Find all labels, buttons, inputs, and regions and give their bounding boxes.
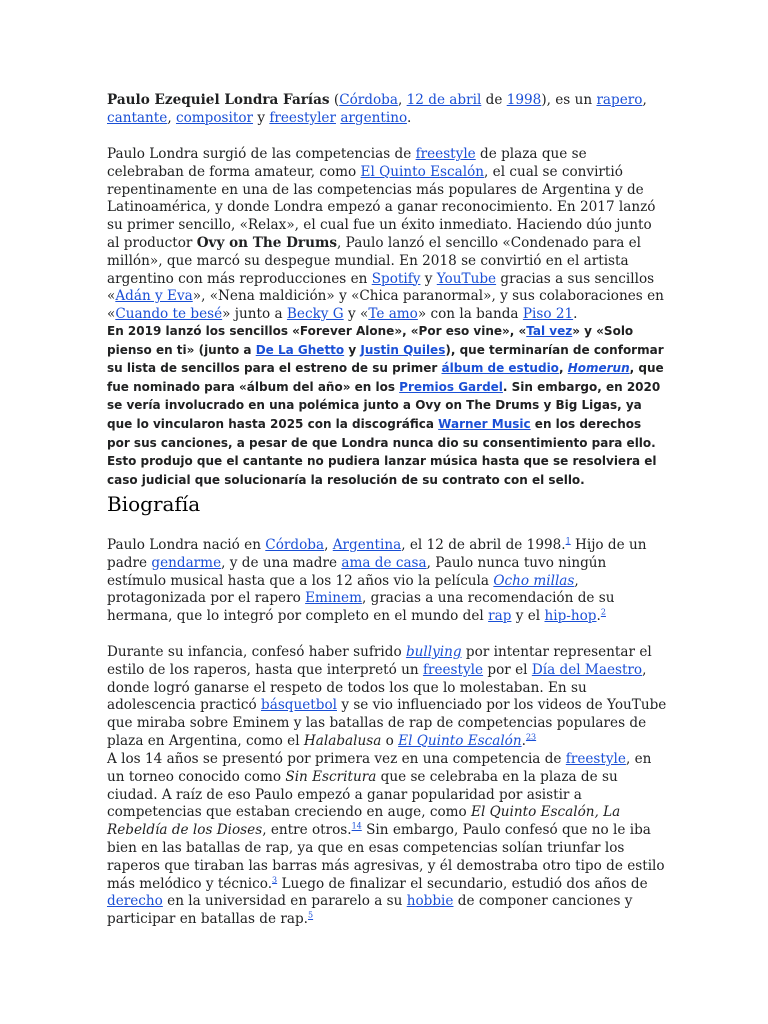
body-text: Paulo Londra nació en: [107, 537, 266, 553]
body-text: ,: [397, 92, 407, 108]
body-text: » con la banda: [417, 306, 523, 323]
footnote-reference-link[interactable]: 2: [600, 607, 606, 617]
article-link[interactable]: YouTube: [436, 270, 497, 287]
body-text: , donde logró ganarse el respeto de todos los que lo molestaban. En su adolescencia practicó: [107, 661, 647, 714]
body-text: .: [596, 608, 601, 625]
body-text: , Paulo lanzó el sencillo «Condenado para el millón», que marcó su despegue mundial. En 2018 se convirtió en el artista argentino con más reproducciones en: [107, 234, 642, 287]
article-link[interactable]: Argentina: [332, 537, 402, 553]
body-text: de plaza que se celebraban de forma amateur, como: [107, 146, 587, 180]
biography-paragraph-1: [107, 537, 667, 626]
body-text: .: [521, 732, 526, 749]
article-link[interactable]: cantante: [107, 109, 168, 126]
body-text: ,: [324, 537, 333, 553]
body-text: , Paulo nunca tuvo ningún estímulo musical hasta que a los 12 años vio la película: [107, 554, 607, 589]
article-link[interactable]: 1998: [506, 92, 542, 108]
bold-text: Ovy on The Drums: [196, 234, 338, 251]
body-text: o: [381, 732, 399, 749]
biography-paragraph-3: [107, 751, 667, 929]
article-link[interactable]: Spotify: [371, 270, 421, 287]
article-link[interactable]: álbum de estudio: [441, 361, 559, 376]
article-link[interactable]: Homerun: [567, 361, 630, 376]
body-text: ,: [167, 109, 176, 126]
body-text: de: [481, 92, 507, 108]
footnote-reference-link[interactable]: 1: [565, 536, 571, 546]
article-link[interactable]: Tal vez: [526, 324, 573, 338]
body-text: en la universidad en pararelo a su: [162, 893, 407, 910]
article-link[interactable]: compositor: [175, 109, 254, 126]
body-text: , el 12 de abril de 1998.: [401, 537, 566, 553]
body-text: Sin Escritura: [285, 768, 377, 785]
body-text: » y «Solo pienso en ti» (junto a: [107, 324, 634, 357]
body-text: y: [344, 342, 361, 357]
article-link[interactable]: Cuando te besé: [115, 306, 223, 323]
body-text: , gracias a una recomendación de su hermana, que lo integró por completo en el mundo del: [107, 590, 615, 625]
body-text: .: [573, 306, 578, 323]
article-link[interactable]: Warner Music: [438, 416, 531, 431]
body-text: , entre otros.: [262, 822, 352, 839]
article-link[interactable]: ama de casa: [341, 554, 427, 571]
body-text: ), es un: [541, 92, 597, 108]
article-link[interactable]: El Quinto Escalón: [398, 732, 522, 749]
body-text: de componer canciones y participar en batallas de rap.: [107, 893, 633, 928]
article-link[interactable]: hobbie: [406, 893, 454, 910]
article-link[interactable]: rap: [488, 608, 512, 625]
article-link[interactable]: 12 de abril: [406, 92, 482, 108]
article-link[interactable]: De La Ghetto: [255, 342, 345, 357]
summary-paragraph: [107, 146, 667, 324]
body-text: En 2019 lanzó los sencillos «Forever Alone», «Por eso vine», «: [107, 324, 527, 338]
body-text: ,: [558, 361, 568, 376]
article-link[interactable]: freestyle: [422, 661, 484, 678]
article-link[interactable]: Córdoba: [339, 92, 398, 108]
body-text: por el: [483, 661, 532, 678]
body-text: » junto a: [222, 306, 287, 323]
body-text: Hijo de un padre: [107, 537, 647, 571]
article-link[interactable]: rapero: [596, 92, 643, 108]
intro-paragraph: [107, 92, 667, 128]
body-text: y: [253, 109, 270, 126]
body-text: , protagonizada por el rapero: [107, 572, 579, 607]
article-link[interactable]: Día del Maestro: [531, 661, 643, 678]
body-text: ), que terminarían de conformar su lista de sencillos para el estreno de su primer: [107, 342, 664, 376]
body-text: , en un torneo conocido como: [107, 751, 652, 785]
body-text: A los 14 años se presentó por primera vez en una competencia de: [107, 751, 566, 767]
bold-text: Paulo Ezequiel Londra Farías: [107, 92, 330, 108]
body-text: por intentar representar el estilo de los raperos, hasta que interpretó un: [107, 644, 652, 678]
biography-paragraph-2: [107, 644, 667, 751]
body-text: ,: [642, 92, 647, 108]
body-text: .: [406, 109, 412, 126]
article-link[interactable]: Becky G: [286, 306, 344, 323]
body-text: gracias a sus sencillos «: [107, 270, 655, 305]
body-text: y el: [511, 608, 545, 625]
body-text: Luego de finalizar el secundario, estudió dos años de: [277, 875, 648, 892]
footnote-reference-link[interactable]: 3: [272, 875, 278, 885]
article-link[interactable]: El Quinto Escalón: [360, 163, 485, 180]
article-link[interactable]: Ocho millas: [493, 572, 575, 589]
article-link[interactable]: Piso 21: [522, 306, 574, 323]
footnote-reference-link[interactable]: 5: [308, 910, 314, 920]
footnote-reference-link[interactable]: 23: [525, 732, 537, 742]
article-link[interactable]: argentino: [340, 109, 407, 126]
body-text: y «: [343, 306, 369, 323]
body-text: y: [420, 270, 437, 287]
article-link[interactable]: bullying: [405, 644, 462, 660]
article-link[interactable]: freestyle: [565, 751, 626, 767]
body-text: en los derechos por sus canciones, a pesar de que Londra nunca dio su consentimiento para ello. Esto produjo que el cantante no pudiera lanzar música hasta que se resolviera el caso judicial que solucionaría la resolución de su contrato con el sello.: [107, 416, 657, 487]
body-text: (: [329, 92, 340, 108]
article-link[interactable]: Justin Quiles: [360, 342, 446, 357]
body-text: Sin embargo, Paulo confesó que no le iba bien en las batallas de rap, ya que en esas competencias solían triunfar los raperos que tiraban las barras más agresivas, y él demostraba otro tipo de estilo más melódico y técnico.: [107, 822, 665, 892]
section-heading-biografia: Biografía: [107, 492, 201, 516]
body-text: Halabalusa: [303, 732, 382, 749]
article-link[interactable]: freestyle: [415, 146, 476, 162]
article-link[interactable]: Eminem: [305, 590, 362, 607]
article-link[interactable]: derecho: [107, 893, 163, 910]
body-text: , y de una madre: [221, 554, 342, 571]
article-link[interactable]: básquetbol: [261, 697, 337, 714]
article-link[interactable]: Adán y Eva: [115, 288, 193, 305]
body-text: El Quinto Escalón, La Rebeldía de los Dioses: [107, 804, 621, 839]
body-text: , el cual se convirtió repentinamente en una de las competencias más populares de Argentina y de Latinoamérica, y donde Londra empezó a ganar reconocimiento. En 2017 lanzó su primer sencillo, «Relax», el cual fue un éxito inmediato. Haciendo dúo junto al productor: [107, 163, 656, 251]
body-text: Durante su infancia, confesó haber sufrido: [107, 644, 406, 660]
body-text: y se vio influenciado por los videos de YouTube que miraba sobre Eminem y las batallas de rap de competencias populares de plaza en Argentina, como el: [107, 697, 667, 749]
article-link[interactable]: Te amo: [368, 306, 418, 323]
article-link[interactable]: Premios Gardel: [399, 379, 503, 394]
article-link[interactable]: hip-hop: [544, 608, 597, 625]
body-text: », «Nena maldición» y «Chica paranormal», y sus colaboraciones en «: [107, 288, 664, 323]
body-text: , que fue nominado para «álbum del año» en los: [107, 361, 664, 394]
recent-career-paragraph: [107, 322, 667, 489]
article-link[interactable]: freestyler: [269, 109, 336, 126]
body-text: . Sin embargo, en 2020 se vería involucrado en una polémica junto a Ovy on The Drums y Big Ligas, ya que lo vincularon hasta 2025 con la discográfica: [107, 379, 661, 431]
footnote-reference-link[interactable]: 14: [351, 821, 362, 831]
article-link[interactable]: Córdoba: [265, 537, 325, 553]
article-link[interactable]: gendarme: [151, 554, 222, 571]
body-text: Paulo Londra surgió de las competencias de: [107, 146, 416, 162]
body-text: que se celebraba en la plaza de su ciudad. A raíz de eso Paulo empezó a ganar popularidad por asistir a competencias que estaban creciendo en auge, como: [107, 768, 618, 821]
